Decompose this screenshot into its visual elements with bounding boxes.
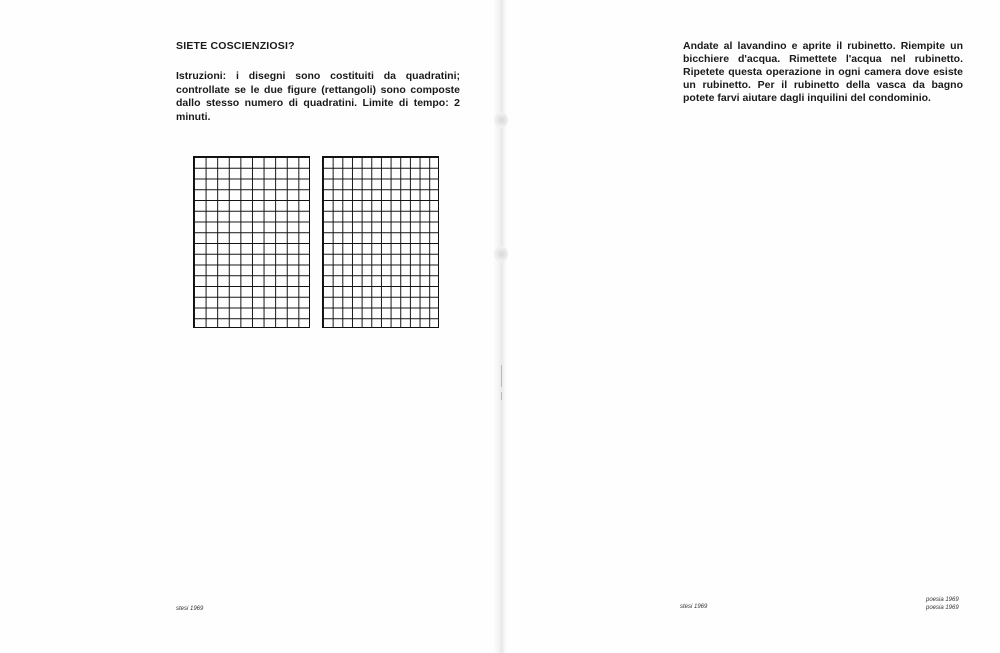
left-page-footer: stesi 1969 [176,606,204,612]
right-page-footer-right [926,596,959,612]
paper-crease [501,392,502,400]
punch-hole [494,246,508,262]
instructions-text: Istruzioni: i disegni sono costituiti da quadratini; controllate se le due figure (rettangoli) sono composte dallo stesso numero di quadratini. Limite di tempo: 2 minuti. [176,70,460,123]
paper-crease [501,365,502,387]
punch-hole [494,112,508,128]
book-gutter [494,0,508,653]
square-grid-figure-1 [193,156,310,328]
right-page-text: Andate al lavandino e aprite il rubinetto. Riempite un bicchiere d'acqua. Rimettete l'acqua nel rubinetto. Ripetete questa operazione in ogni camera dove esiste un rubinetto. Per il rubinetto della vasca da bagno potete farvi aiutare dagli inquilini del condominio. [683,40,963,104]
footer-line-1: poesia 1969 [926,597,959,603]
page-title: SIETE COSCIENZIOSI? [176,40,295,52]
footer-line-2: poesia 1969 [926,605,959,611]
square-grid-figure-2 [322,156,439,328]
right-page-footer-left: stesi 1969 [680,604,708,610]
